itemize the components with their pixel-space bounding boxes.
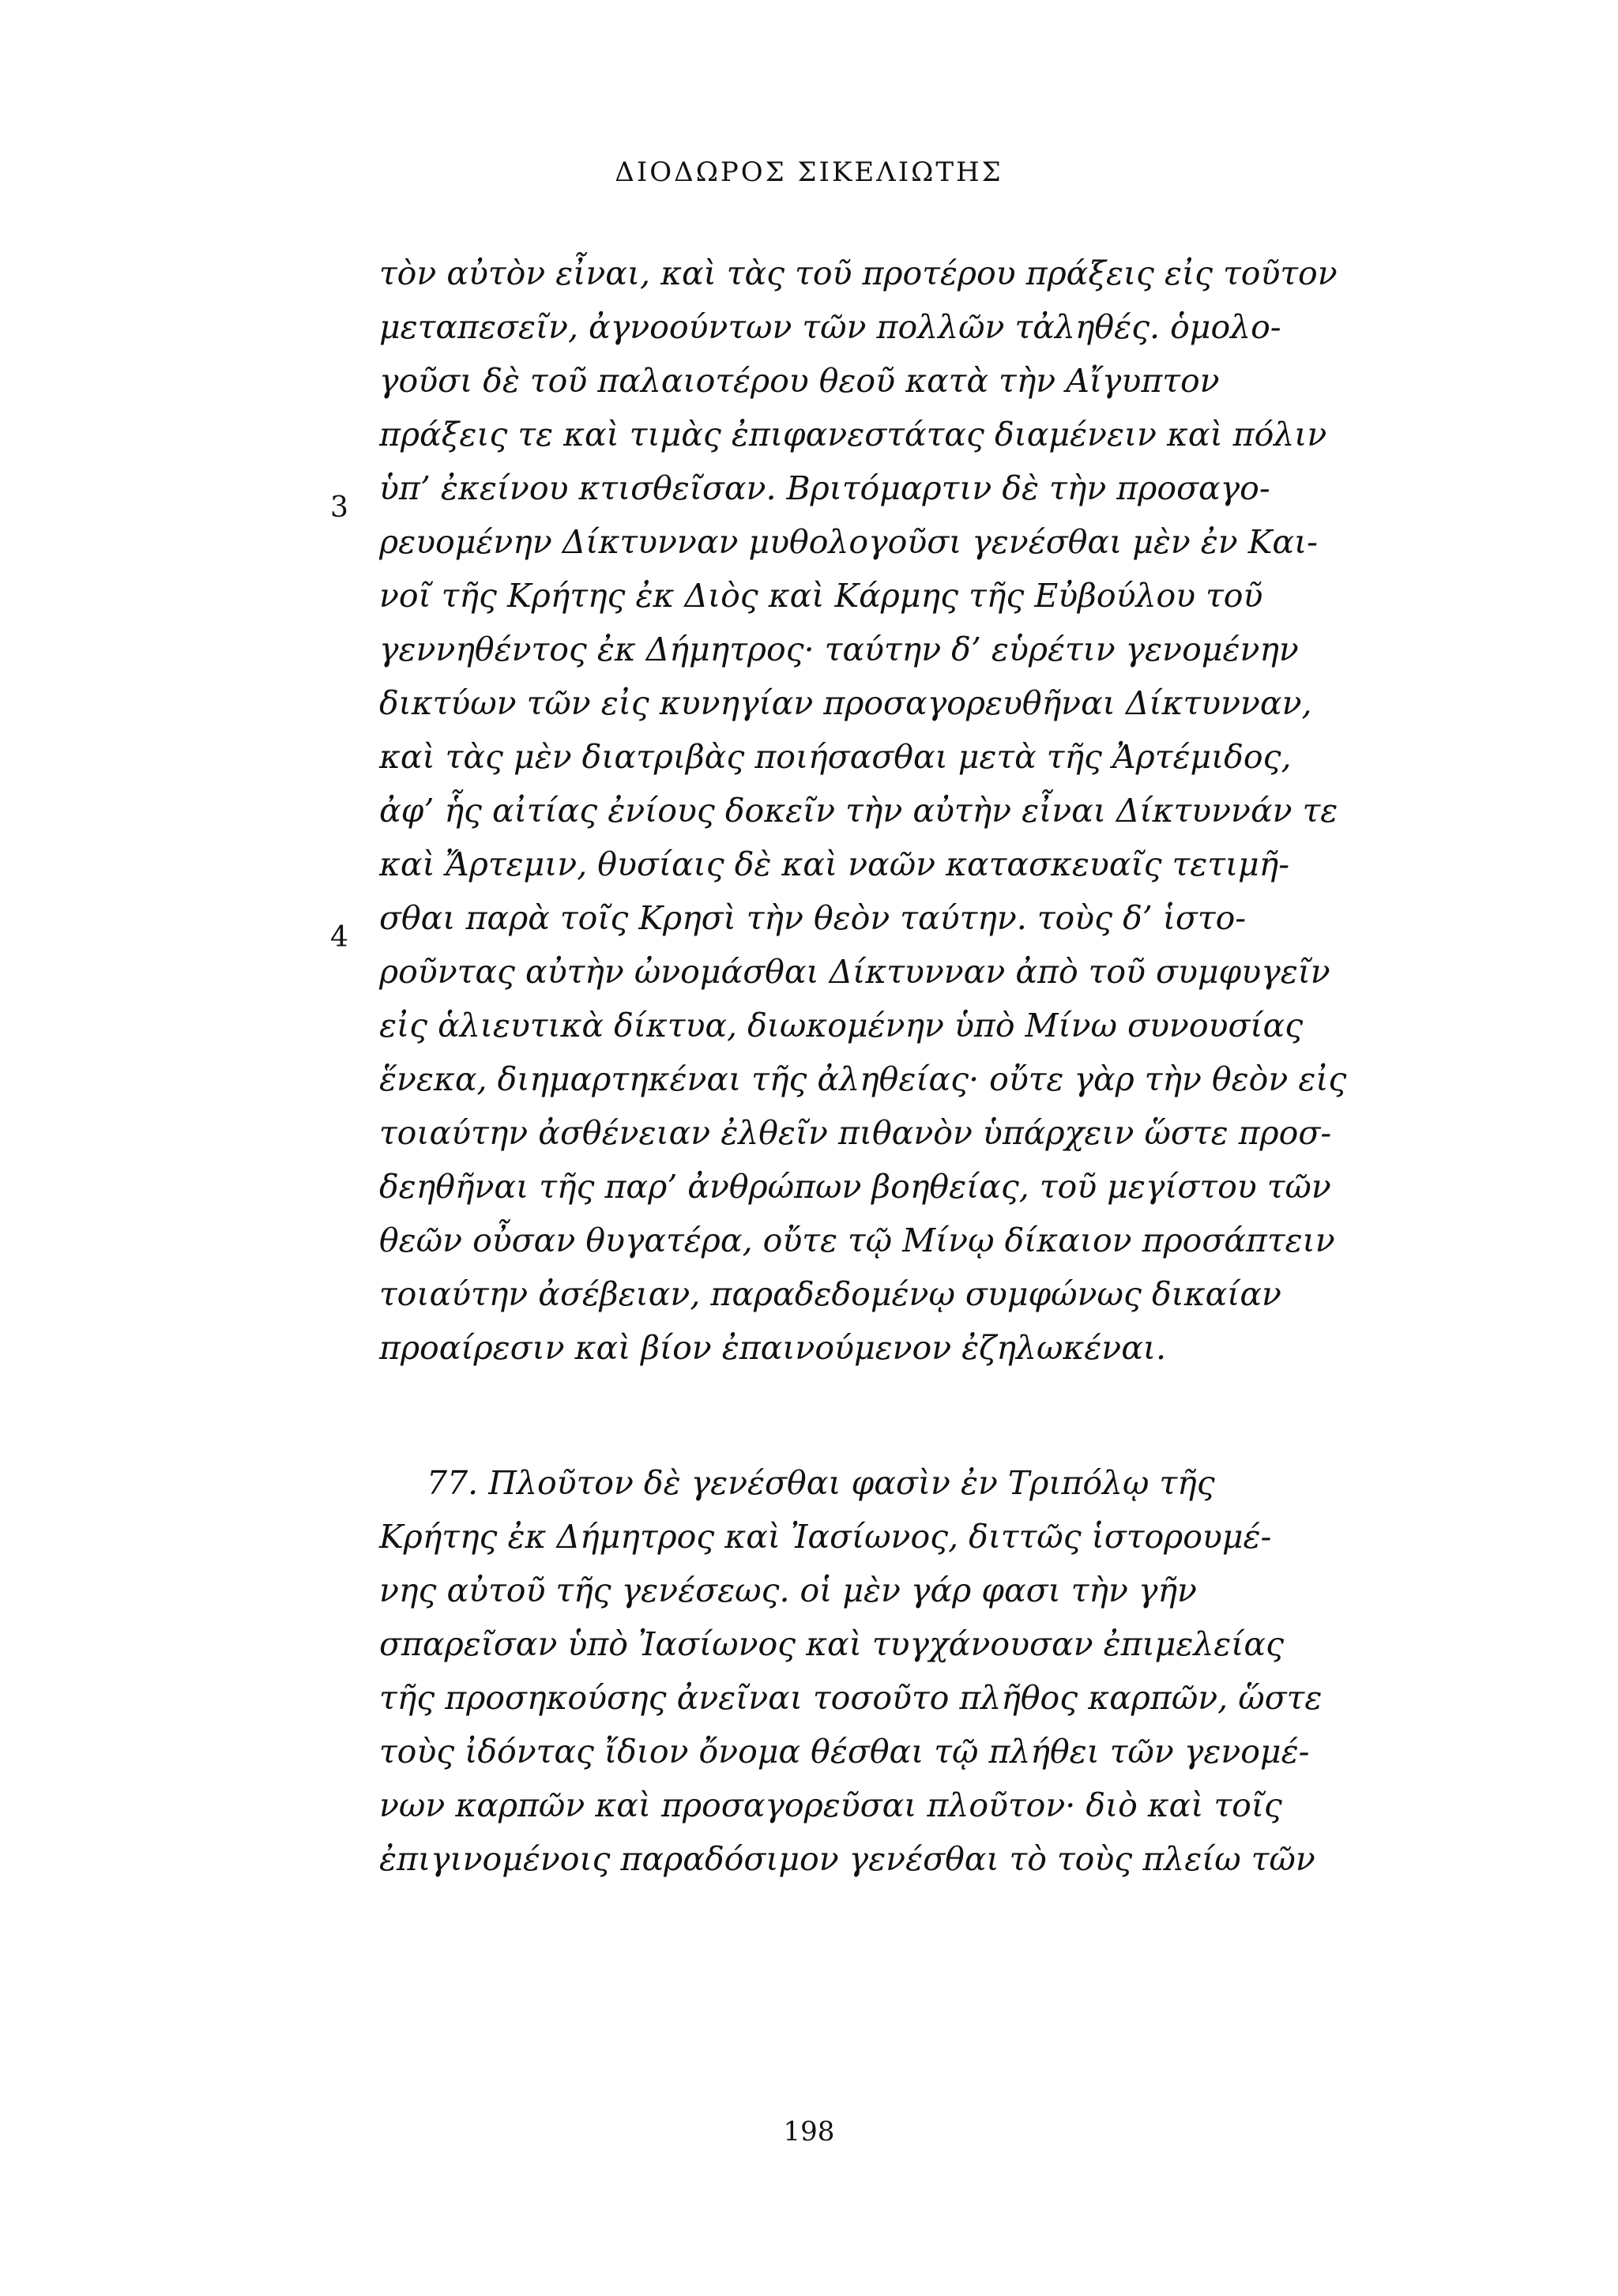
text-line: ὑπ’ ἐκείνου κτισθεῖσαν. Βριτόμαρτιν δὲ τὴν προσαγο- (379, 469, 1270, 507)
paragraph-1 (379, 247, 1347, 1375)
text-line: μεταπεσεῖν, ἀγνοούντων τῶν πολλῶν τἀληθές. ὁμολο- (379, 308, 1281, 346)
text-line: 77. Πλοῦτον δὲ γενέσθαι φασὶν ἐν Τριπόλῳ τῆς (427, 1464, 1215, 1502)
text-line: τῆς προσηκούσης ἀνεῖναι τοσοῦτο πλῆθος καρπῶν, ὥστε (379, 1679, 1323, 1717)
text-line: νης αὐτοῦ τῆς γενέσεως. οἱ μὲν γάρ φασι τὴν γῆν (379, 1571, 1197, 1609)
text-line: σθαι παρὰ τοῖς Κρησὶ τὴν θεὸν ταύτην. τοὺς δ’ ἱστο- (379, 899, 1247, 937)
text-line: πράξεις τε καὶ τιμὰς ἐπιφανεστάτας διαμένειν καὶ πόλιν (379, 416, 1327, 454)
text-line: ἕνεκα, διημαρτηκέναι τῆς ἀληθείας· οὔτε γὰρ τὴν θεὸν εἰς (379, 1060, 1347, 1098)
text-line: γεννηθέντος ἐκ Δήμητρος· ταύτην δ’ εὑρέτιν γενομένην (379, 630, 1299, 668)
text-line: καὶ Ἄρτεμιν, θυσίαις δὲ καὶ ναῶν κατασκευαῖς τετιμῆ- (379, 845, 1290, 883)
text-line: γοῦσι δὲ τοῦ παλαιοτέρου θεοῦ κατὰ τὴν Αἴγυπτον (379, 362, 1220, 400)
text-line: νων καρπῶν καὶ προσαγορεῦσαι πλοῦτον· διὸ καὶ τοῖς (379, 1786, 1282, 1824)
text-line: σπαρεῖσαν ὑπὸ Ἰασίωνος καὶ τυγχάνουσαν ἐπιμελείας (379, 1625, 1285, 1663)
text-line: τοὺς ἰδόντας ἴδιον ὄνομα θέσθαι τῷ πλήθει τῶν γενομέ- (379, 1733, 1310, 1771)
running-title: ΔΙΟΔΩΡΟΣ ΣΙΚΕΛΙΩΤΗΣ (615, 156, 1003, 188)
text-line: καὶ τὰς μὲν διατριβὰς ποιήσασθαι μετὰ τῆς Ἀρτέμιδος, (379, 738, 1292, 776)
text-line: προαίρεσιν καὶ βίον ἐπαινούμενον ἐζηλωκέναι. (379, 1329, 1166, 1367)
section-number-4: 4 (330, 921, 348, 954)
text-line: ρευομένην Δίκτυνναν μυθολογοῦσι γενέσθαι μὲν ἐν Και- (379, 523, 1318, 561)
text-line: τὸν αὐτὸν εἶναι, καὶ τὰς τοῦ προτέρου πράξεις εἰς τοῦτον (379, 254, 1338, 292)
page-number: 198 (783, 2116, 835, 2147)
text-line: ροῦντας αὐτὴν ὠνομάσθαι Δίκτυνναν ἀπὸ τοῦ συμφυγεῖν (379, 953, 1330, 991)
text-line: εἰς ἁλιευτικὰ δίκτυα, διωκομένην ὑπὸ Μίνω συνουσίας (379, 1007, 1304, 1044)
text-line: τοιαύτην ἀσθένειαν ἐλθεῖν πιθανὸν ὑπάρχειν ὥστε προσ- (379, 1114, 1332, 1152)
text-line: ἀφ’ ἧς αἰτίας ἐνίους δοκεῖν τὴν αὐτὴν εἶναι Δίκτυννάν τε (379, 792, 1338, 830)
text-line: θεῶν οὖσαν θυγατέρα, οὔτε τῷ Μίνῳ δίκαιον προσάπτειν (379, 1221, 1335, 1259)
section-number-3: 3 (330, 491, 348, 524)
text-line: δεηθῆναι τῆς παρ’ ἀνθρώπων βοηθείας, τοῦ μεγίστου τῶν (379, 1168, 1331, 1206)
text-line: ἐπιγινομένοις παραδόσιμον γενέσθαι τὸ τοὺς πλείω τῶν (379, 1840, 1315, 1878)
text-line: δικτύων τῶν εἰς κυνηγίαν προσαγορευθῆναι Δίκτυνναν, (379, 684, 1312, 722)
text-line: νοῖ τῆς Κρήτης ἐκ Διὸς καὶ Κάρμης τῆς Εὐβούλου τοῦ (379, 577, 1263, 615)
paragraph-2 (379, 1456, 1323, 1886)
text-line: Κρήτης ἐκ Δήμητρος καὶ Ἰασίωνος, διττῶς ἱστορουμέ- (379, 1518, 1272, 1556)
text-line: τοιαύτην ἀσέβειαν, παραδεδομένῳ συμφώνως δικαίαν (379, 1275, 1281, 1313)
